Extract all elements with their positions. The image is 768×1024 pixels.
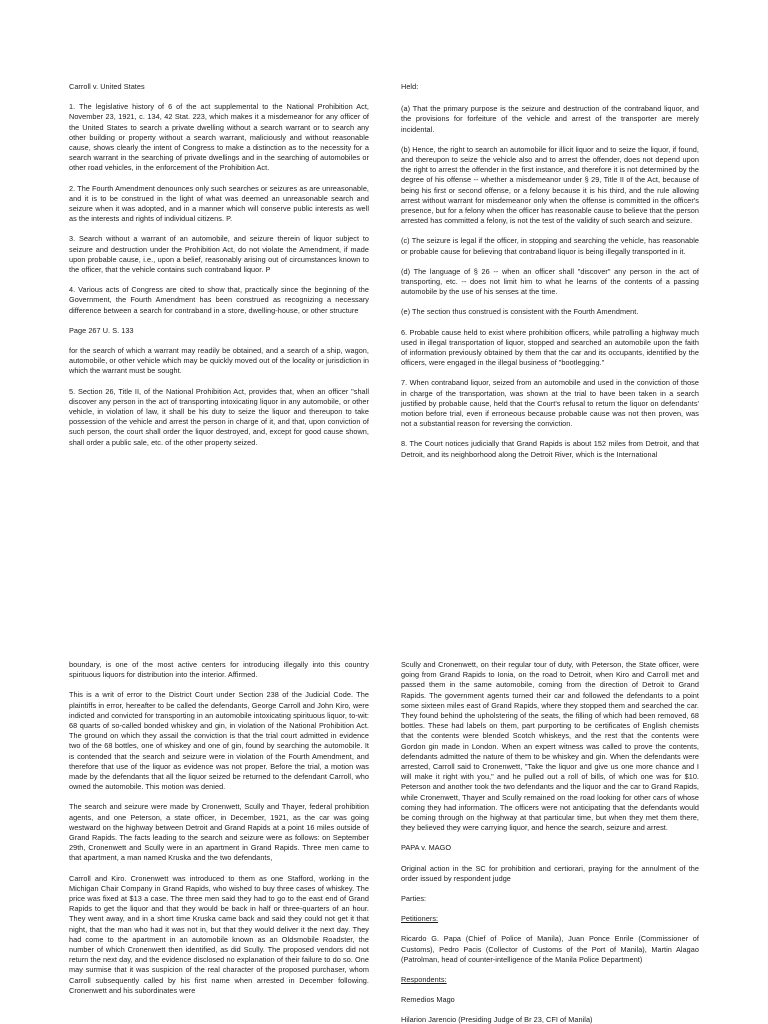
paragraph: (d) The language of § 26 -- when an officer shall "discover" any person in the act of transporting, etc. -- does not limit him to what he learns of the contents of a passing automobile by the use of his senses at the time. <box>401 266 699 297</box>
right-column <box>401 82 699 470</box>
page-reference: Page 267 U. S. 133 <box>69 325 134 335</box>
held-heading: Held: <box>401 82 419 91</box>
left-column <box>69 82 369 458</box>
paragraph: 6. Probable cause held to exist where prohibition officers, while patrolling a highway much used in illegal transportation of liquor, stopped and searched an automobile upon the faith of information previously obtained by them that the car and its occupants, identified by the officers, were engaged in the illegal business of "bootlegging." <box>401 327 699 368</box>
paragraph: for the search of which a warrant may readily be obtained, and a search of a ship, wagon, automobile, or other vehicle which may be quickly moved out of the locality or jurisdiction in which the warrant must be sought. <box>69 346 369 376</box>
respondent-name: Hilarion Jarencio (Presiding Judge of Br 23, CFI of Manila) <box>401 1015 593 1024</box>
paragraph: 8. The Court notices judicially that Grand Rapids is about 152 miles from Detroit, and that Detroit, and its neighborhood along the Detroit River, which is the International <box>401 439 699 459</box>
paragraph: 1. The legislative history of 6 of the act supplemental to the National Prohibition Act, November 23, 1921, c. 134, 42 Stat. 223, which makes it a misdemeanor for any officer of the United States to search a private dwelling without a search warrant or to search any other building or property without a search warrant, maliciously and without reasonable cause, shows clearly the intent of Congress to make a distinction as to the necessity for a search warrant in the searching of private dwellings and in the searching of automobiles or other road vehicles, in the enforcement of the Prohibition Act. <box>69 102 369 173</box>
paragraph: 7. When contraband liquor, seized from an automobile and used in the conviction of those in charge of the transportation, was shown at the trial to have been taken in a search justified by probable cause, held that the Court's refusal to return the liquor on defendants' motion before trial, even if erroneous because probable cause was not then proven, was not a substantial reason for reversing the conviction. <box>401 378 699 429</box>
respondent-name: Remedios Mago <box>401 995 455 1005</box>
parties-label: Parties: <box>401 894 427 904</box>
petitioners-heading: Petitioners: <box>401 914 439 924</box>
paragraph: Carroll and Kiro. Cronenwett was introduced to them as one Stafford, working in the Michigan Chair Company in Grand Rapids, who wished to buy three cases of whiskey. The price was fixed at $13 a case. The three men said they had to go to the east end of Grand Rapids to get the liquor and that they would be back in half or three-quarters of an hour. They went away, and in a short time Kruska came back and said they could not get it that night, that the man who had it was not in, but that they would deliver it the next day. They had come to the apartment in an automobile known as an Oldsmobile Roadster, the number of which Cronenwett then identified, as did Scully. The proposed vendors did not return the next day, and the evidence disclosed no explanation of their failure to do so. One may surmise that it was suspicion of the real character of the proposed purchaser, whom Carroll subsequently called by his first name when arrested in December following. Cronenwett and his subordinates were <box>69 873 369 995</box>
paragraph: (b) Hence, the right to search an automobile for illicit liquor and to seize the liquor, if found, and thereupon to seize the vehicle also and to arrest the offender, does not depend upon the right to arrest the offender in the first instance, and therefore it is not determined by the degree of his offense -- whether a misdemeanor under § 29, Title II of the Act, because of being his first or second offense, or a felony because it is his third, and the rule allowing arrest without warrant for misdemeanor only when the offense is committed in the officer's presence, but for a felony when the officer has reasonable cause to believe that the person arrested has committed a felony, is not the test of the validity of such search and seizure. <box>401 144 699 226</box>
paragraph: The search and seizure were made by Cronenwett, Scully and Thayer, federal prohibition agents, and one Peterson, a state officer, in December, 1921, as the car was going westward on the highway between Detroit and Grand Rapids at a point 16 miles outside of Grand Rapids. The facts leading to the search and seizure were as follows: on September 29th, Cronenwett and Scully were in an apartment in Grand Rapids. Three men came to that apartment, a man named Kruska and the two defendants, <box>69 802 369 863</box>
paragraph: Ricardo G. Papa (Chief of Police of Manila), Juan Ponce Enrile (Commissioner of Customs), Pedro Pacis (Collector of Customs of the Port of Manila), Martin Alagao (Patrolman, head of counter-intelligence of the Manila Police Department) <box>401 934 699 964</box>
paragraph: 2. The Fourth Amendment denounces only such searches or seizures as are unreasonable, and it is to be construed in the light of what was deemed an unreasonable search and seizure when it was adopted, and in a manner which will conserve public interests as well as the interests and rights of individual citizens. P. <box>69 183 369 224</box>
paragraph: 4. Various acts of Congress are cited to show that, practically since the beginning of the Government, the Fourth Amendment has been construed as recognizing a necessary difference between a search for contraband in a store, dwelling-house, or other structure <box>69 285 369 315</box>
respondents-heading: Respondents: <box>401 975 447 985</box>
paragraph: (e) The section thus construed is consistent with the Fourth Amendment. <box>401 307 639 317</box>
case-title: Carroll v. United States <box>69 82 145 91</box>
paragraph: 3. Search without a warrant of an automobile, and seizure therein of liquor subject to seizure and destruction under the Prohibition Act, do not violate the Amendment, if made upon probable cause, i.e., upon a belief, reasonably arising out of circumstances known to the officer, that the vehicle contains such contraband liquor. P <box>69 234 369 275</box>
paragraph: 5. Section 26, Title II, of the National Prohibition Act, provides that, when an officer "shall discover any person in the act of transporting intoxicating liquor in any automobile, or other vehicle, in violation of law, it shall be his duty to seize the liquor and thereupon to take possession of the vehicle and arrest the person in charge of it, and that, upon conviction of such person, the court shall order the liquor destroyed, and, except for good cause shown, shall order a public sale, etc. of the other property seized. <box>69 386 369 447</box>
paragraph: Original action in the SC for prohibition and certiorari, praying for the annulment of the order issued by respondent judge <box>401 863 699 883</box>
paragraph: (c) The seizure is legal if the officer, in stopping and searching the vehicle, has reasonable or probable cause for believing that contraband liquor is being illegally transported in it. <box>401 236 699 256</box>
left-column <box>69 660 369 1006</box>
paragraph: This is a writ of error to the District Court under Section 238 of the Judicial Code. The plaintiffs in error, hereafter to be called the defendants, George Carroll and John Kiro, were indicted and convicted for transporting in an automobile intoxicating spirituous liquor, to-wit: 68 quarts of so-called bonded whiskey and gin, in violation of the National Prohibition Act. The ground on which they assail the conviction is that the trial court admitted in evidence two of the 68 bottles, one of whiskey and one of gin, found by searching the automobile. It is contended that the search and seizure were in violation of the Fourth Amendment, and therefore that use of the liquor as evidence was not proper. Before the trial, a motion was made by the defendants that all the liquor seized be returned to the defendant Carroll, who owned the automobile. This motion was denied. <box>69 690 369 792</box>
document-page-bottom <box>0 512 768 1024</box>
paragraph: boundary, is one of the most active centers for introducing illegally into this country spirituous liquors for distribution into the interior. Affirmed. <box>69 660 369 680</box>
paragraph: (a) That the primary purpose is the seizure and destruction of the contraband liquor, and the provisions for forfeiture of the vehicle and arrest of the transporter are merely incidental. <box>401 104 699 134</box>
right-column <box>401 660 699 1024</box>
paragraph: Scully and Cronenwett, on their regular tour of duty, with Peterson, the State officer, were going from Grand Rapids to Ionia, on the road to Detroit, when Kiro and Carroll met and passed them in the same automobile, coming from the direction of Detroit to Grand Rapids. The government agents turned their car and followed the defendants to a point some sixteen miles east of Grand Rapids, where they stopped them and searched the car. They found behind the upholstering of the seats, the filling of which had been removed, 68 bottles. These had labels on them, part purporting to be certificates of English chemists that the contents were blended Scotch whiskeys, and the rest that the contents were Gordon gin made in London. When an expert witness was called to prove the contents, defendants admitted the nature of them to be whiskey and gin. When the defendants were arrested, Carroll said to Cronenwett, "Take the liquor and give us one more chance and I will make it right with you," and he pulled out a roll of bills, of which one was for $10. Peterson and another took the two defendants and the liquor and the car to Grand Rapids, while Cronenwett, Thayer and Scully remained on the road looking for other cars of whose coming they had information. The officers were not anticipating that the defendants would be coming through on the highway at that particular time, but when they met them there, they believed they were carrying liquor, and hence the search, seizure and arrest. <box>401 660 699 833</box>
case-title: PAPA v. MAGO <box>401 843 452 853</box>
